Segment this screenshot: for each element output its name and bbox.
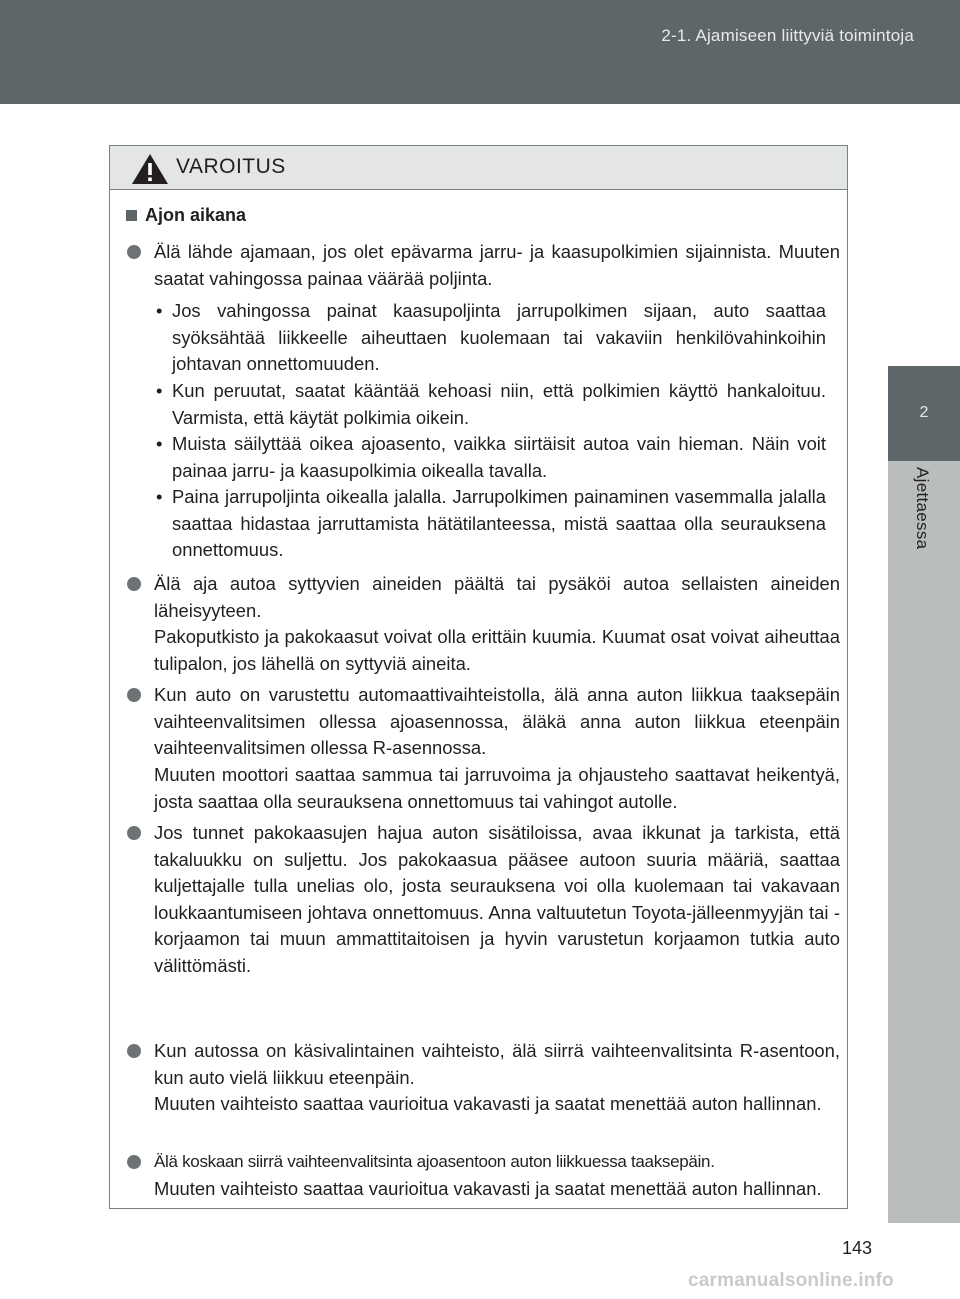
warning-item-extra: Muuten moottori saattaa sammua tai jarruvoima ja ohjausteho saattavat heikentyä, josta saattaa olla seurauksena onnettomuus tai vahingot autolle. <box>154 764 840 812</box>
warning-item: Kun auto on varustettu automaattivaihteistolla, älä anna auton liikkua taaksepäin vaihteenvalitsimen ollessa ajoasennossa, äläkä anna auton liikkua eteenpäin vaihteenvalitsimen ollessa R-asennossa. <box>154 684 840 758</box>
round-bullet-icon <box>127 688 141 702</box>
warning-item: Älä lähde ajamaan, jos olet epävarma jarru- ja kaasupolkimien sijainnista. Muuten saatat vahingossa painaa väärää poljinta. <box>154 241 840 289</box>
sub-item: • Paina jarrupoljinta oikealla jalalla. Jarrupolkimen painaminen vasemmalla jalalla saattaa hidastaa jarruttamista hätätilanteessa, mistä saattaa olla seurauksena onnettomuus. <box>156 484 828 564</box>
chapter-label: Ajettaessa <box>913 467 932 550</box>
warning-triangle-icon <box>130 152 170 186</box>
page-number: 143 <box>842 1238 873 1258</box>
round-bullet-icon <box>127 1155 141 1169</box>
round-bullet-icon <box>127 577 141 591</box>
sub-item-text: Paina jarrupoljinta oikealla jalalla. Jarrupolkimen painaminen vasemmalla jalalla saattaa hidastaa jarruttamista hätätilanteessa, mistä saattaa olla seurauksena onnettomuus. <box>172 486 826 560</box>
sub-item-text: Jos vahingossa painat kaasupoljinta jarrupolkimen sijaan, auto saattaa syöksähtää liikkeelle aiheuttaen kuolemaan tai vakaviin henkilövahinkoihin johtavan onnettomuuden. <box>172 300 826 374</box>
chapter-tab <box>888 366 960 461</box>
section-heading-text: Ajon aikana <box>145 205 247 225</box>
round-bullet-icon <box>127 245 141 259</box>
chapter-number: 2 <box>919 404 929 421</box>
watermark: carmanualsonline.info <box>688 1270 894 1291</box>
section-heading <box>126 205 246 226</box>
warning-item: Kun autossa on käsivalintainen vaihteisto, älä siirrä vaihteenvalitsinta R-asentoon, kun auto vielä liikkuu eteenpäin. <box>154 1040 840 1088</box>
warning-item: Älä koskaan siirrä vaihteenvalitsinta ajoasentoon auton liikkuessa taaksepäin. <box>154 1152 715 1171</box>
warning-box <box>109 145 848 1209</box>
warning-header <box>110 146 847 190</box>
warning-item-extra: Muuten vaihteisto saattaa vaurioitua vakavasti ja saatat menettää auton hallinnan. <box>154 1178 822 1199</box>
warning-item: Jos tunnet pakokaasujen hajua auton sisätiloissa, avaa ikkunat ja tarkista, että takaluukku on suljettu. Jos pakokaasua pääsee autoon suuria määriä, saattaa kuljettajalle tulla unelias olo, josta seurauksena voi olla kuolemaan tai vakavaan loukkaantumiseen johtava onnettomuus. Anna valtuutetun Toyota-jälleenmyyjän tai -korjaamon tai muun ammattitaitoisen ja hyvin varustetun korjaamon tutkia auto välittömästi. <box>154 822 840 976</box>
sub-item: • Muista säilyttää oikea ajoasento, vaikka siirtäisit autoa vain hieman. Näin voit painaa jarru- ja kaasupolkimia oikealla tavalla. <box>156 431 828 484</box>
sub-item: • Kun peruutat, saatat kääntää kehoasi niin, että polkimien käyttö hankaloituu. Varmista, että käytät polkimia oikein. <box>156 378 828 431</box>
sub-item-text: Kun peruutat, saatat kääntää kehoasi niin, että polkimien käyttö hankaloituu. Varmista, että käytät polkimia oikein. <box>172 380 826 428</box>
section-title: 2-1. Ajamiseen liittyviä toimintoja <box>661 26 914 45</box>
warning-item-extra: Pakoputkisto ja pakokaasut voivat olla erittäin kuumia. Kuumat osat voivat aiheuttaa tulipalon, jos lähellä on syttyviä aineita. <box>154 626 840 674</box>
header-bar <box>0 0 960 104</box>
sub-item: • Jos vahingossa painat kaasupoljinta jarrupolkimen sijaan, auto saattaa syöksähtää liikkeelle aiheuttaen kuolemaan tai vakaviin henkilövahinkoihin johtavan onnettomuuden. <box>156 298 828 378</box>
warning-title: VAROITUS <box>176 155 286 178</box>
round-bullet-icon <box>127 826 141 840</box>
round-bullet-icon <box>127 1044 141 1058</box>
chapter-label-tab <box>888 461 960 1223</box>
square-bullet-icon <box>126 210 137 221</box>
warning-item-extra: Muuten vaihteisto saattaa vaurioitua vakavasti ja saatat menettää auton hallinnan. <box>154 1093 822 1114</box>
sub-item-text: Muista säilyttää oikea ajoasento, vaikka siirtäisit autoa vain hieman. Näin voit painaa jarru- ja kaasupolkimia oikealla tavalla. <box>172 433 826 481</box>
warning-item: Älä aja autoa syttyvien aineiden päältä tai pysäköi autoa sellaisten aineiden läheisyyteen. <box>154 573 840 621</box>
